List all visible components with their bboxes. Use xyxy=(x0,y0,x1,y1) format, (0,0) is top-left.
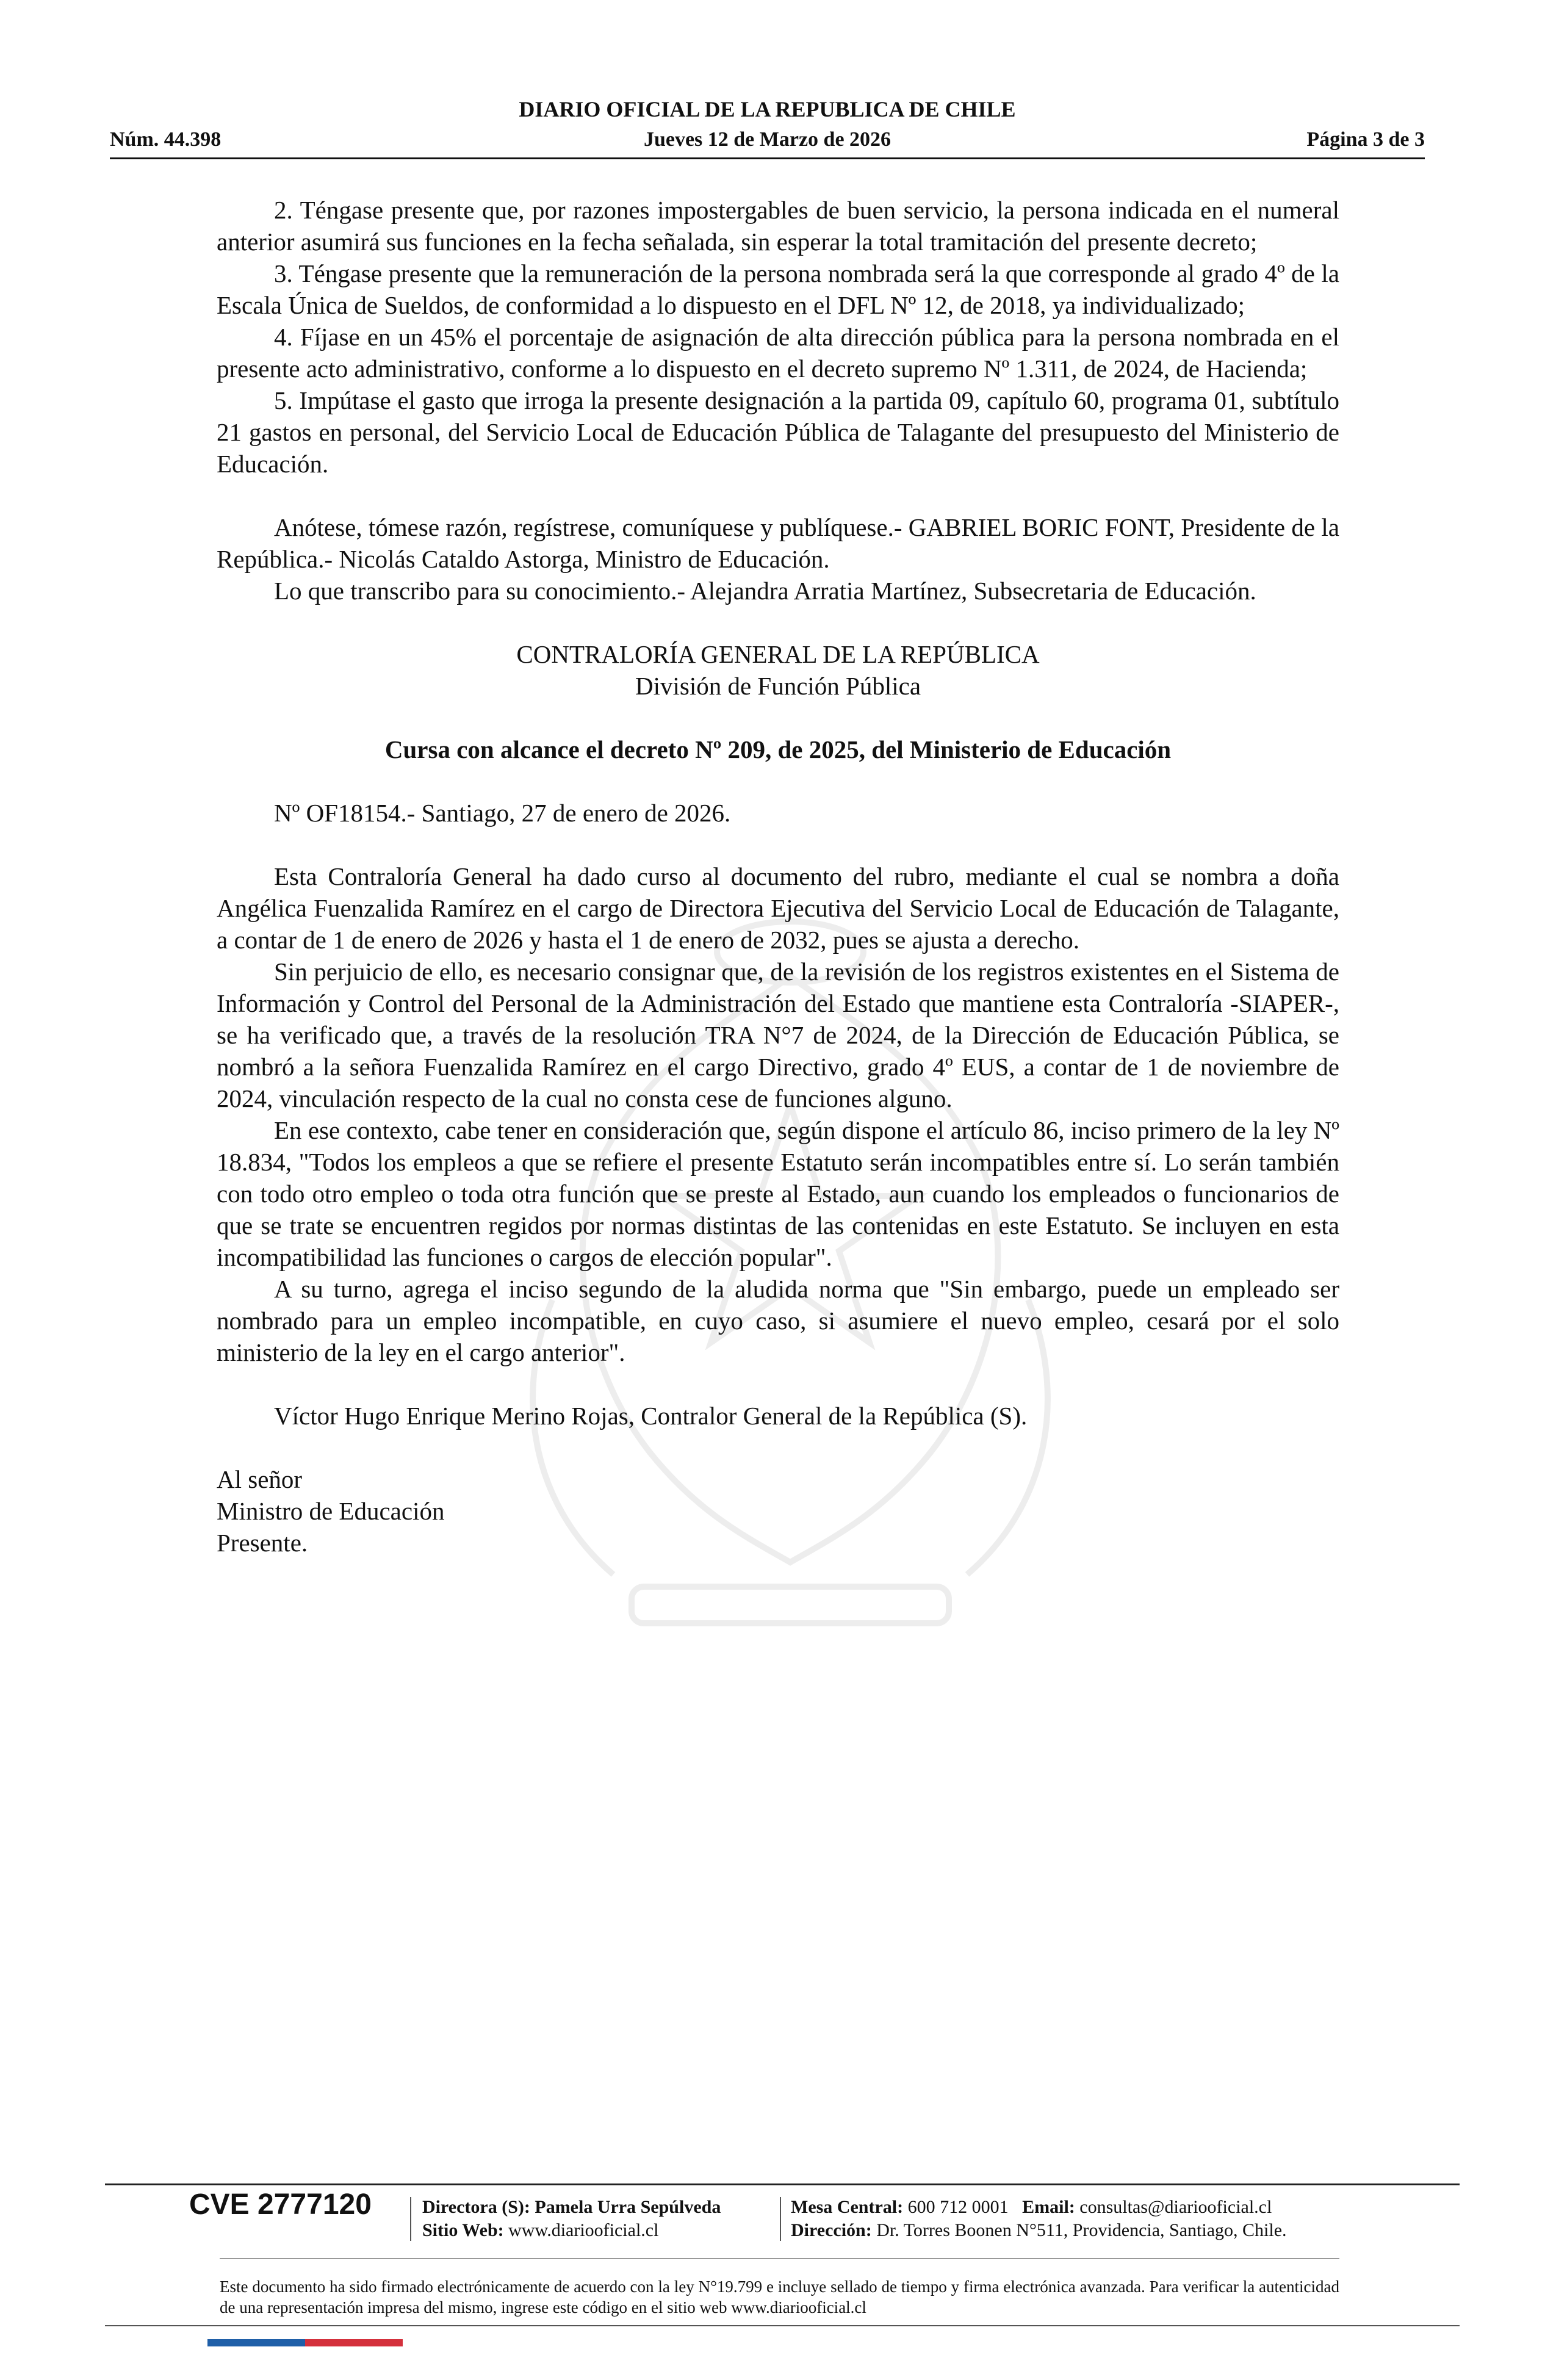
addressee-line: Ministro de Educación xyxy=(217,1497,445,1525)
paragraph-second-clause: A su turno, agrega el inciso segundo de la aludida norma que "Sin embargo, puede un empleado ser nombrado para un empleo incompatible, en cuyo caso, si asumiere el nuevo empleo, cesará por el solo ministerio de la ley en el cargo anterior". xyxy=(217,1275,1339,1366)
page-number: Página 3 de 3 xyxy=(1306,128,1425,151)
footer-divider-bottom xyxy=(105,2325,1460,2326)
footer-contact-block xyxy=(791,2196,1287,2242)
issue-date: Jueves 12 de Marzo de 2026 xyxy=(643,128,891,151)
footer-separator xyxy=(410,2197,411,2241)
paragraph-item-2: 2. Téngase presente que, por razones impostergables de buen servicio, la persona indicada en el numeral anterior asumirá sus funciones en la fecha señalada, sin esperar la total tramitación del presente decreto; xyxy=(217,196,1339,256)
flag-blue-band xyxy=(207,2339,305,2346)
footer-divider-mid xyxy=(220,2258,1339,2259)
paragraph-course: Esta Contraloría General ha dado curso al documento del rubro, mediante el cual se nombra a doña Angélica Fuenzalida Ramírez en el cargo de Directora Ejecutiva del Servicio Local de Educación de Talagante, a contar de 1 de enero de 2026 y hasta el 1 de enero de 2032, pues se ajusta a derecho. xyxy=(217,862,1339,954)
cve-code: CVE 2777120 xyxy=(189,2188,372,2221)
page-header xyxy=(110,92,1425,159)
organization-division: División de Función Pública xyxy=(635,672,921,700)
paragraph-item-3: 3. Téngase presente que la remuneración de la persona nombrada será la que corresponde al grado 4º de la Escala Única de Sueldos, de conformidad a lo dispuesto en el DFL Nº 12, de 2018, ya individualizado; xyxy=(217,259,1339,319)
website-label: Sitio Web: xyxy=(422,2220,504,2240)
signature-line: Víctor Hugo Enrique Merino Rojas, Contralor General de la República (S). xyxy=(274,1402,1028,1430)
paragraph-article-86: En ese contexto, cabe tener en consideración que, según dispone el artículo 86, inciso primero de la ley Nº 18.834, "Todos los empleos a que se refiere el presente Estatuto serán incompatibles entre sí. Lo serán también con todo otro empleo o toda otra función que se preste al Estado, aun cuando los empleados o funcionarios de que se trate se encuentren regidos por normas distintas de las contenidas en este Estatuto. Se incluyen en esta incompatibilidad las funciones o cargos de elección popular". xyxy=(217,1116,1339,1271)
issue-number: Núm. 44.398 xyxy=(110,128,222,151)
section-heading: Cursa con alcance el decreto Nº 209, de 2025, del Ministerio de Educación xyxy=(384,735,1172,763)
paragraph-siaper: Sin perjuicio de ello, es necesario consignar que, de la revisión de los registros existentes en el Sistema de Información y Control del Personal de la Administración del Estado que mantiene esta Contraloría -SIAPER-, se ha verificado que, a través de la resolución TRA N°7 de 2024, de la Dirección de Educación Pública, se nombró a la señora Fuenzalida Ramírez en el cargo Directivo, grado 4º EUS, a contar de 1 de noviembre de 2024, vinculación respecto de la cual no consta cese de funciones alguno. xyxy=(217,957,1339,1112)
closing-formula: Anótese, tómese razón, regístrese, comuníquese y publíquese.- GABRIEL BORIC FONT, Presidente de la República.- Nicolás Cataldo Astorga, Ministro de Educación. xyxy=(217,513,1339,573)
document-body xyxy=(217,194,1339,1559)
email-label: Email: xyxy=(1022,2197,1075,2217)
footer-director-block xyxy=(422,2196,721,2242)
paragraph-item-5: 5. Impútase el gasto que irroga la presente designación a la partida 09, capítulo 60, programa 01, subtítulo 21 gastos en personal, del Servicio Local de Educación Pública de Talagante del presupuesto del Ministerio de Educación. xyxy=(217,386,1339,478)
paragraph-item-4: 4. Fíjase en un 45% el porcentaje de asignación de alta dirección pública para la persona nombrada en el presente acto administrativo, conforme a lo dispuesto en el decreto supremo Nº 1.311, de 2024, de Hacienda; xyxy=(217,323,1339,383)
chile-flag-stripe xyxy=(207,2339,403,2346)
electronic-signature-note: Este documento ha sido firmado electrónicamente de acuerdo con la ley N°19.799 e incluye sellado de tiempo y firma electrónica avanzada. Para verificar la autenticidad de una representación impresa del mismo, ingrese este código en el sitio web www.diariooficial.cl xyxy=(220,2277,1339,2317)
organization-title: CONTRALORÍA GENERAL DE LA REPÚBLICA xyxy=(516,640,1040,668)
mesa-label: Mesa Central: xyxy=(791,2197,904,2217)
newspaper-title: DIARIO OFICIAL DE LA REPUBLICA DE CHILE xyxy=(519,97,1016,121)
address-label: Dirección: xyxy=(791,2220,872,2240)
director-name: Directora (S): Pamela Urra Sepúlveda xyxy=(422,2197,721,2217)
footer-separator xyxy=(780,2197,781,2241)
website-link[interactable]: www.diariooficial.cl xyxy=(508,2220,659,2240)
header-divider xyxy=(110,157,1425,159)
transcription-note: Lo que transcribo para su conocimiento.- Alejandra Arratia Martínez, Subsecretaria de Educación. xyxy=(274,577,1256,605)
address-value: Dr. Torres Boonen N°511, Providencia, Santiago, Chile. xyxy=(876,2220,1287,2240)
mesa-phone: 600 712 0001 xyxy=(907,2197,1009,2217)
flag-red-band xyxy=(305,2339,403,2346)
addressee-line: Al señor xyxy=(217,1465,303,1493)
email-link[interactable]: consultas@diariooficial.cl xyxy=(1079,2197,1272,2217)
footer-divider-top xyxy=(105,2183,1460,2185)
addressee-line: Presente. xyxy=(217,1529,308,1557)
reference-line: Nº OF18154.- Santiago, 27 de enero de 2026. xyxy=(274,799,731,827)
